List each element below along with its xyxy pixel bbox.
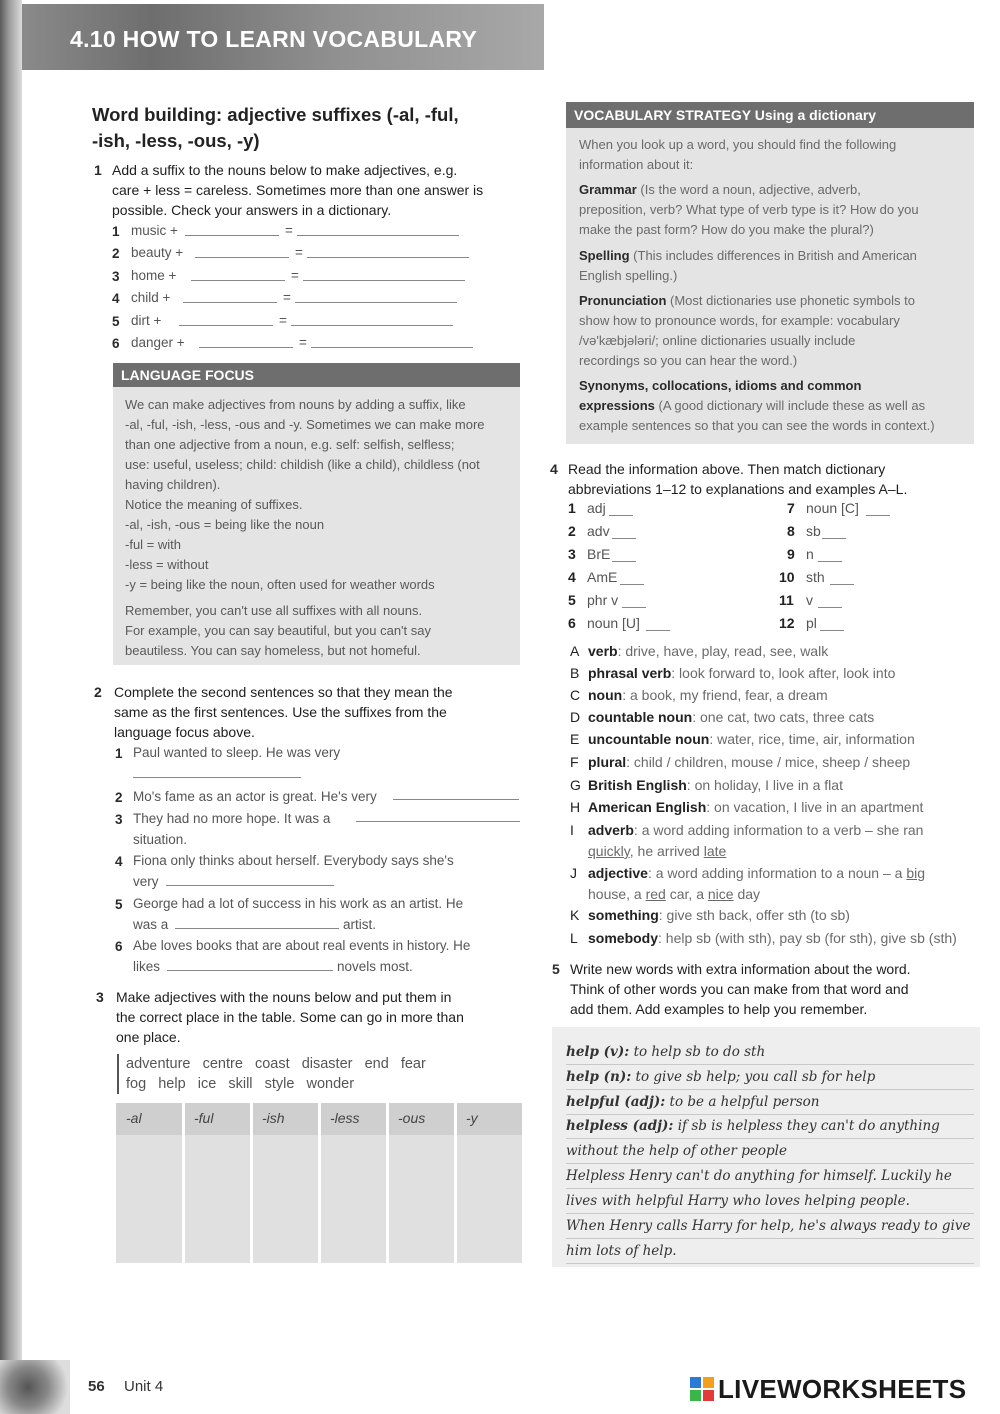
explanation-term: phrasal verb — [588, 665, 672, 681]
language-focus-line: Notice the meaning of suffixes. — [125, 497, 303, 512]
language-focus-line: -y = being like the noun, often used for weather words — [125, 577, 435, 592]
adjective-answer-line[interactable] — [297, 235, 459, 236]
vs-grammar-3: make the past form? How do you make the plural?) — [579, 222, 874, 237]
table-header-cell: -ish — [262, 1110, 285, 1126]
explanation-letter: L — [570, 930, 578, 946]
abbr-number: 9 — [787, 546, 795, 562]
vs-spelling-label: Spelling — [579, 248, 630, 263]
underlined-example: red — [645, 886, 666, 902]
liveworksheets-brand: LIVEWORKSHEETS — [718, 1374, 967, 1404]
vs-syn-1: Synonyms, collocations, idioms and common — [579, 378, 862, 393]
exercise-1-instruction-1: Add a suffix to the nouns below to make adjectives, e.g. — [112, 162, 458, 178]
explanation-text: : a word adding information to a verb – she ran — [633, 822, 924, 838]
answer-line[interactable] — [133, 777, 301, 778]
noun-word: dirt + — [131, 313, 162, 328]
explanation-term: American English — [588, 799, 707, 815]
item-number: 3 — [115, 812, 123, 827]
explanation-term: somebody — [588, 930, 659, 946]
section-title-line2: -ish, -less, -ous, -y) — [92, 130, 260, 151]
abbr-number: 11 — [779, 592, 794, 608]
vs-syn-2: expressions (A good dictionary will include these as well as — [579, 398, 926, 413]
vs-syn-3: example sentences so that you can see the words in context.) — [579, 418, 935, 433]
match-answer-line[interactable] — [818, 561, 842, 562]
adjective-answer-line[interactable] — [311, 347, 473, 348]
note-text: without the help of other people — [566, 1143, 787, 1159]
language-focus-line: -al, -ful, -ish, -less, -ous and -y. Sometimes we can make more — [125, 417, 485, 432]
equals-sign: = — [285, 223, 293, 238]
explanation-line — [588, 754, 910, 770]
explanation-line — [588, 665, 895, 681]
abbr-text: phr v — [587, 592, 619, 608]
explanation-line — [588, 799, 923, 815]
language-focus-line: use: useful, useless; child: childish (like a child), childless (not — [125, 457, 480, 472]
explanation-line-2 — [588, 843, 726, 859]
equals-sign: = — [279, 313, 287, 328]
vocab-strategy-header: VOCABULARY STRATEGY Using a dictionary — [566, 102, 974, 128]
sentence-text-cont: was a — [133, 917, 169, 932]
language-focus-line: Remember, you can't use all suffixes with all nouns. — [125, 603, 423, 618]
note-headword: helpless (adj): — [566, 1118, 674, 1134]
explanation-line — [588, 687, 828, 703]
abbr-text: sth — [806, 569, 825, 585]
explanation-text: : on holiday, I live in a flat — [686, 777, 843, 793]
sentence-text: Abe loves books that are about real events in history. He — [133, 938, 471, 953]
explanation-text: : on vacation, I live in an apartment — [706, 799, 924, 815]
sentence-text: George had a lot of success in his work as an artist. He — [133, 896, 464, 911]
handwritten-note — [566, 1218, 970, 1234]
match-answer-line[interactable] — [866, 515, 890, 516]
item-number: 4 — [112, 291, 120, 306]
equals-sign: = — [291, 268, 299, 283]
noun-word: beauty + — [131, 245, 184, 260]
abbr-text: adj — [587, 500, 606, 516]
sentence-text-end: novels most. — [337, 959, 413, 974]
explanation-term: adverb — [588, 822, 634, 838]
language-focus-line: -al, -ish, -ous = being like the noun — [125, 517, 325, 532]
table-cell[interactable] — [185, 1137, 248, 1261]
note-text: When Henry calls Harry for help, he's always ready to give — [566, 1218, 971, 1234]
explanation-line — [588, 865, 925, 881]
explanation-text: house, a — [588, 886, 646, 902]
explanation-letter: E — [570, 731, 580, 747]
exercise-3-instruction-3: one place. — [116, 1029, 181, 1045]
note-text: lives with helpful Harry who loves helping people. — [566, 1193, 910, 1209]
match-answer-line[interactable] — [612, 561, 636, 562]
ruled-line — [566, 1238, 974, 1239]
suffix-answer-line[interactable] — [179, 325, 273, 326]
table-cell[interactable] — [253, 1137, 316, 1261]
adjective-answer-line[interactable] — [295, 302, 457, 303]
exercise-4-number: 4 — [550, 461, 558, 477]
item-number: 6 — [112, 336, 120, 351]
explanation-letter: B — [570, 665, 580, 681]
ruled-line — [566, 1089, 974, 1090]
item-number: 5 — [112, 314, 120, 329]
explanation-text: : look forward to, look after, look into — [671, 665, 896, 681]
abbr-text: v — [806, 592, 813, 608]
noun-word: home + — [131, 268, 177, 283]
vs-pron-1: Pronunciation (Most dictionaries use phonetic symbols to — [579, 293, 915, 308]
table-header-cell: -y — [466, 1110, 478, 1126]
explanation-term: something — [588, 907, 659, 923]
underlined-example: nice — [707, 886, 734, 902]
explanation-line-2 — [588, 886, 760, 902]
suffix-answer-line[interactable] — [191, 280, 285, 281]
sentence-text-cont: very — [133, 874, 159, 889]
suffix-answer-line[interactable] — [199, 347, 293, 348]
explanation-text: : child / children, mouse / mice, sheep / sheep — [626, 754, 911, 770]
ruled-line — [566, 1263, 974, 1264]
abbr-number: 5 — [568, 592, 576, 608]
ruled-line — [566, 1114, 974, 1115]
abbr-number: 2 — [568, 523, 576, 539]
vs-intro-2: information about it: — [579, 157, 694, 172]
explanation-letter: H — [570, 799, 581, 815]
handwritten-note — [566, 1143, 787, 1159]
adjective-answer-line[interactable] — [303, 280, 465, 281]
explanation-letter: K — [570, 907, 580, 923]
abbr-number: 12 — [779, 615, 795, 631]
item-number: 4 — [115, 854, 123, 869]
abbr-text: adv — [587, 523, 610, 539]
explanation-line — [588, 709, 874, 725]
underlined-example: big — [906, 865, 926, 881]
table-cell[interactable] — [117, 1137, 180, 1261]
match-answer-line[interactable] — [822, 538, 846, 539]
explanation-text: : drive, have, play, read, see, walk — [617, 643, 829, 659]
exercise-3-instruction-1: Make adjectives with the nouns below and put them in — [116, 989, 452, 1005]
suffix-answer-line[interactable] — [195, 257, 289, 258]
note-text: if sb is helpless they can't do anything — [673, 1118, 940, 1134]
language-focus-line: We can make adjectives from nouns by adding a suffix, like — [125, 397, 466, 412]
vs-pron-label: Pronunciation — [579, 293, 667, 308]
note-text: to help sb to do sth — [629, 1044, 766, 1060]
word-box-rule — [117, 1054, 119, 1094]
underlined-example: late — [703, 843, 727, 859]
language-focus-header: LANGUAGE FOCUS — [113, 363, 520, 387]
page-number: 56 — [88, 1378, 105, 1395]
item-number: 3 — [112, 269, 120, 284]
note-headword: helpful (adj): — [566, 1094, 666, 1110]
language-focus-line: -less = without — [125, 557, 209, 572]
exercise-4-instruction-1: Read the information above. Then match dictionary — [568, 461, 886, 477]
table-header-cell: -al — [126, 1110, 142, 1126]
vs-grammar-2: preposition, verb? What type of verb type is it? How do you — [579, 202, 919, 217]
explanation-text: : one cat, two cats, three cats — [692, 709, 875, 725]
explanation-term: countable noun — [588, 709, 693, 725]
match-answer-line[interactable] — [818, 607, 842, 608]
liveworksheets-icon — [690, 1377, 714, 1401]
explanation-letter: I — [570, 822, 574, 838]
language-focus-line: -ful = with — [125, 537, 181, 552]
abbr-number: 6 — [568, 615, 576, 631]
ruled-line — [566, 1064, 974, 1065]
handwritten-note — [566, 1193, 910, 1209]
exercise-5-number: 5 — [552, 961, 560, 977]
explanation-line — [588, 777, 843, 793]
ruled-line — [566, 1138, 974, 1139]
explanation-line — [588, 907, 850, 923]
answer-line[interactable] — [356, 821, 520, 822]
sentence-text: Fiona only thinks about herself. Everybody says she's — [133, 853, 454, 868]
explanation-text: , he arrived — [629, 843, 704, 859]
answer-line[interactable] — [166, 885, 334, 886]
note-text: Helpless Henry can't do anything for himself. Luckily he — [566, 1168, 952, 1184]
explanation-term: adjective — [588, 865, 648, 881]
explanation-term: verb — [588, 643, 618, 659]
exercise-2-instruction-3: language focus above. — [114, 724, 255, 740]
sentence-text-cont: likes — [133, 959, 161, 974]
vs-pron-4: recordings so you can hear the word.) — [579, 353, 798, 368]
explanation-line — [588, 731, 915, 747]
abbr-number: 7 — [787, 500, 795, 516]
match-answer-line[interactable] — [609, 515, 633, 516]
unit-label: Unit 4 — [124, 1378, 164, 1395]
word-list-row-2: fog help ice skill style wonder — [126, 1076, 355, 1092]
page-title: 4.10 HOW TO LEARN VOCABULARY — [70, 26, 478, 52]
match-answer-line[interactable] — [620, 584, 644, 585]
ruled-line — [566, 1188, 974, 1189]
explanation-line — [588, 930, 957, 946]
exercise-1-instruction-2: care + less = careless. Sometimes more than one answer is — [112, 182, 484, 198]
section-title-line1: Word building: adjective suffixes (-al, -ful, — [92, 104, 459, 125]
answer-line[interactable] — [175, 928, 339, 929]
noun-word: music + — [131, 223, 178, 238]
vs-pron-2: show how to pronounce words, for example: vocabulary — [579, 313, 900, 328]
explanation-letter: G — [570, 777, 581, 793]
equals-sign: = — [283, 290, 291, 305]
explanation-text: car, a — [665, 886, 708, 902]
abbr-text: sb — [806, 523, 821, 539]
abbr-number: 3 — [568, 546, 576, 562]
word-list-row-1: adventure centre coast disaster end fear — [126, 1056, 426, 1072]
handwritten-note — [566, 1069, 875, 1085]
ruled-line — [566, 1213, 974, 1214]
vs-spelling-1: Spelling (This includes differences in British and American — [579, 248, 917, 263]
sentence-text: They had no more hope. It was a — [133, 811, 331, 826]
abbr-number: 10 — [779, 569, 795, 585]
explanation-line — [588, 643, 828, 659]
vs-grammar-1: Grammar (Is the word a noun, adjective, adverb, — [579, 182, 861, 197]
suffix-answer-line[interactable] — [185, 235, 279, 236]
explanation-text: : help sb (with sth), pay sb (for sth), give sb (sth) — [658, 930, 957, 946]
table-cell[interactable] — [389, 1137, 452, 1261]
match-answer-line[interactable] — [820, 630, 844, 631]
note-text: to give sb help; you call sb for help — [631, 1069, 876, 1085]
handwritten-note — [566, 1094, 819, 1110]
suffix-answer-line[interactable] — [183, 302, 277, 303]
underlined-example: quickly — [588, 843, 630, 859]
item-number: 6 — [115, 939, 123, 954]
vs-grammar-label: Grammar — [579, 182, 637, 197]
binding-shadow-bottom — [0, 1360, 70, 1414]
sentence-text: Paul wanted to sleep. He was very — [133, 745, 341, 760]
match-answer-line[interactable] — [622, 607, 646, 608]
adjective-answer-line[interactable] — [307, 257, 469, 258]
explanation-letter: C — [570, 687, 581, 703]
equals-sign: = — [295, 245, 303, 260]
handwritten-note — [566, 1118, 940, 1134]
exercise-5-instruction-2: Think of other words you can make from that word and — [570, 981, 909, 997]
sentence-text-cont: situation. — [133, 832, 188, 847]
explanation-line — [588, 822, 923, 838]
noun-word: child + — [131, 290, 171, 305]
table-cell[interactable] — [457, 1137, 520, 1261]
table-header-cell: -ous — [398, 1110, 426, 1126]
language-focus-line: than one adjective from a noun, e.g. self: selfish, selfless; — [125, 437, 455, 452]
explanation-letter: F — [570, 754, 579, 770]
explanation-term: British English — [588, 777, 687, 793]
abbr-text: AmE — [587, 569, 618, 585]
explanation-letter: D — [570, 709, 581, 725]
table-header-cell: -less — [330, 1110, 360, 1126]
item-number: 2 — [112, 246, 120, 261]
binding-shadow — [0, 0, 22, 1414]
exercise-5-instruction-3: add them. Add examples to help you remember. — [570, 1001, 868, 1017]
sentence-text: Mo's fame as an actor is great. He's very — [133, 789, 377, 804]
table-header-cell: -ful — [194, 1110, 214, 1126]
explanation-term: plural — [588, 754, 627, 770]
exercise-4-instruction-2: abbreviations 1–12 to explanations and examples A–L. — [568, 481, 908, 497]
note-headword: help (v): — [566, 1044, 630, 1060]
exercise-1-number: 1 — [94, 162, 102, 178]
answer-line[interactable] — [393, 799, 519, 800]
language-focus-line: For example, you can say beautiful, but you can't say — [125, 623, 431, 638]
ruled-line — [566, 1163, 974, 1164]
match-answer-line[interactable] — [830, 584, 854, 585]
item-number: 5 — [115, 897, 123, 912]
note-headword: help (n): — [566, 1069, 632, 1085]
vs-pron-3: /və'kæbjələri/; online dictionaries usually include — [579, 333, 856, 348]
liveworksheets-logo — [690, 1374, 966, 1405]
match-answer-line[interactable] — [612, 538, 636, 539]
explanation-text: day — [733, 886, 761, 902]
exercise-3-instruction-2: the correct place in the table. Some can go in more than — [116, 1009, 464, 1025]
exercise-1-instruction-3: possible. Check your answers in a dictionary. — [112, 202, 392, 218]
table-cell[interactable] — [321, 1137, 384, 1261]
exercise-5-instruction-1: Write new words with extra information about the word. — [570, 961, 911, 977]
answer-line[interactable] — [167, 970, 333, 971]
handwritten-note — [566, 1044, 765, 1060]
exercise-2-instruction-1: Complete the second sentences so that they mean the — [114, 684, 453, 700]
language-focus-line: having children). — [125, 477, 221, 492]
handwritten-note — [566, 1243, 677, 1259]
abbr-text: noun [U] — [587, 615, 640, 631]
adjective-answer-line[interactable] — [291, 325, 453, 326]
vs-spelling-2: English spelling.) — [579, 268, 678, 283]
abbr-text: pl — [806, 615, 817, 631]
abbr-text: n — [806, 546, 814, 562]
explanation-term: uncountable noun — [588, 731, 710, 747]
explanation-text: : a book, my friend, fear, a dream — [622, 687, 828, 703]
vs-intro-1: When you look up a word, you should find the following — [579, 137, 897, 152]
language-focus-line: beautiless. You can say homeless, but not homeful. — [125, 643, 421, 658]
handwritten-note — [566, 1168, 952, 1184]
noun-word: danger + — [131, 335, 185, 350]
explanation-text: : give sth back, offer sth (to sb) — [658, 907, 850, 923]
abbr-number: 4 — [568, 569, 576, 585]
note-text: him lots of help. — [566, 1243, 677, 1259]
abbr-text: noun [C] — [806, 500, 859, 516]
abbr-number: 1 — [568, 500, 576, 516]
exercise-2-number: 2 — [94, 684, 102, 700]
explanation-text: : water, rice, time, air, information — [709, 731, 915, 747]
exercise-2-instruction-2: same as the first sentences. Use the suffixes from the — [114, 704, 447, 720]
item-number: 1 — [115, 746, 123, 761]
abbr-number: 8 — [787, 523, 795, 539]
exercise-3-number: 3 — [96, 989, 104, 1005]
explanation-text: : a word adding information to a noun – a — [647, 865, 907, 881]
equals-sign: = — [299, 335, 307, 350]
explanation-term: noun — [588, 687, 623, 703]
sentence-text-end: artist. — [343, 917, 377, 932]
abbr-text: BrE — [587, 546, 611, 562]
item-number: 1 — [112, 224, 120, 239]
explanation-letter: J — [570, 865, 577, 881]
item-number: 2 — [115, 790, 123, 805]
explanation-letter: A — [570, 643, 580, 659]
match-answer-line[interactable] — [646, 630, 670, 631]
note-text: to be a helpful person — [665, 1094, 820, 1110]
